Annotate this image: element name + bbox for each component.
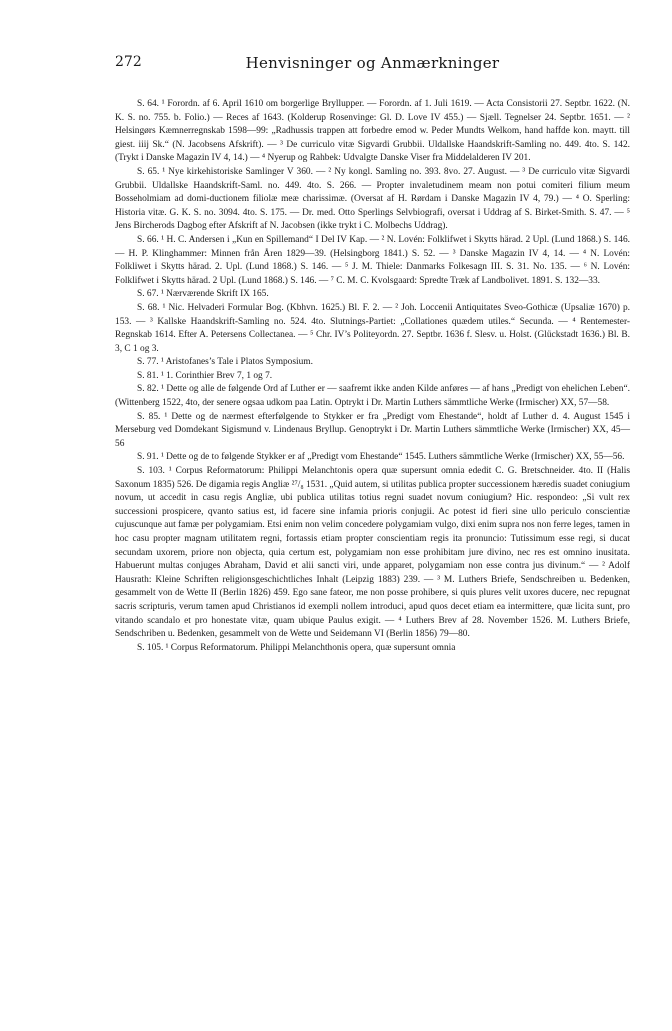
note-s67: S. 67. ¹ Nærværende Skrift IX 165.	[137, 289, 269, 300]
page-number: 272	[115, 54, 142, 70]
note-s103: S. 103. ¹ Corpus Reformatorum: Philippi Melanchtonis opera quæ supersunt omnia ededit C. G. Bretschneider. 4to. II (Halis Saxonum 1835) 526. De digamia regis Angliæ ²⁷/₈ 1531. „Quid autem, si utilitas publica propter successionem hæredis suadet coniugium novum, ut accedit in casu regis Angliæ, ubi publica utilitas totius regni suadet novum coniugium? Hic. respondeo: „Si vult rex successioni prospicere, qvanto satius est, id facere sine infamia prioris conjugii. Ac potest id fieri sine ullo periculo conscientiæ cujuscunque aut famæ per polygamiam. Etsi enim non velim concedere polygamiam vulgo, dixi enim supra nos non ferre leges, tamen in hoc casu propter magnam utilitatem regni, fortassis etiam propter conscientiam regis ita pronuncio: Tutissimum esse regi, si ducat secundam uxorem, priore non objecta, quia certum est, polygamiam non esse prohibitam jure divino, nec res est omnino inusitata. Habuerunt multas conjuges Abraham, David et alii sancti viri, unde apparet, polygamiam non esse contra jus divinum.“ — ² Adolf Hausrath: Kleine Schriften religionsgeschichtliches Inhalt (Leipzig 1883) 239. — ³ M. Luthers Briefe, Sendschreiben u. Bedenken, gesammelt von de Wette II (Berlin 1826) 459. Ego sane fateor, me non posse prohibere, si quis plures velit uxores ducere, nec repugnat sacris scripturis, verum tamen apud Christianos id exempli nollem introduci, apud quos decet etiam ea intermittere, quæ licita sunt, pro vitando scandalo et pro honestate vitæ, quam ubique Paulus exigit. — ⁴ Luthers Brev af 28. November 1526. M. Luthers Briefe, Sendschriben u. Bedenken, gesammelt von de Wette und Seidemann VI (Berlin 1856) 79—80.	[115, 466, 630, 640]
note-s64: S. 64. ¹ Forordn. af 6. April 1610 om borgerlige Bryllupper. — Forordn. af 1. Juli 1619. — Acta Consistorii 27. Septbr. 1622. (N. K. S. no. 755. b. Folio.) — Reces af 1643. (Kolderup Rosenvinge: Gl. D. Love IV 455.) — Sjæll. Tegnelser 24. Septbr. 1651. — ² Helsingørs Kæmnerregnskab 1598—99: „Radhussis trappen att forbedre emod w. Peder Mundts Welkom, hand haffde kon. maytt. till giest. iiij Sk.“ (N. Jacobsens Afskrift). — ³ De curriculo vitæ Sigvardi Grubbii. Uldallske Haandskrift-Samling no. 449. 4to. S. 142. (Trykt i Danske Magazin IV 4, 14.) — ⁴ Nyerup og Rahbek: Udvalgte Danske Viser fra Middelalderen IV 201.	[115, 99, 630, 164]
note-s66: S. 66. ¹ H. C. Andersen i „Kun en Spillemand“ I Del IV Kap. — ² N. Lovén: Folklifwet i Skytts härad. 2 Upl. (Lund 1868.) S. 146. — H. P. Klinghammer: Minnen från Åren 1829—39. (Helsingborg 1841.) S. 52. — ³ Danske Magazin IV 4, 14. — ⁴ N. Lovén: Folkliwet i Skytts härad. 2. Upl. (Lund 1868.) S. 146. — ⁵ J. M. Thiele: Danmarks Folkesagn III. S. 31. No. 135. — ⁶ N. Lovén: Folklifwet i Skytts härad. 2 Upl. (Lund 1868.) S. 146. — ⁷ C. M. C. Kvolsgaard: Spredte Træk af Landbolivet. 1891. S. 132—33.	[115, 234, 630, 286]
note-s82: S. 82. ¹ Dette og alle de følgende Ord af Luther er — saafremt ikke anden Kilde anføres — af hans „Predigt von ehelichen Leben“. (Wittenberg 1522, 4to, der senere ogsaa udkom paa Latin. Optrykt i Dr. Martin Luthers sämmtliche Werke (Irmischer) XX, 57—58.	[115, 384, 630, 409]
note-s85: S. 85. ¹ Dette og de nærmest efterfølgende to Stykker er fra „Predigt vom Ehestande“, holdt af Luther d. 4. August 1545 i Merseburg ved Domdekant Sigismund v. Lindenaus Bryllup. Genoptrykt i Dr. Martin Luthers sämmtliche Werke (Irmischer) XX, 45—56	[115, 411, 630, 449]
note-s68: S. 68. ¹ Nic. Helvaderi Formular Bog. (Kbhvn. 1625.) Bl. F. 2. — ² Joh. Loccenii Antiquitates Sveo-Gothicæ (Upsaliæ 1670) p. 153. — ³ Kallske Haandskrift-Samling no. 524. 4to. Slutnings-Partiet: „Collationes quædem utiles.“ Secunda. — ⁴ Rentemester-Regnskab 1614. Efter A. Petersens Collectanea. — ⁵ Chr. IV’s Politeyordn. 27. Septbr. 1636 f. Slesv. u. Holst. (Glückstadt 1636.) Bl. B. 3, C 1 og 3.	[115, 302, 630, 354]
note-s65: S. 65. ¹ Nye kirkehistoriske Samlinger V 360. — ² Ny kongl. Samling no. 393. 8vo. 27. August. — ³ De curriculo vitæ Sigvardi Grubbii. Uldallske Haandskrift-Saml. no. 449. 4to. S. 266. — Propter invaletudinem meam non potui comiteri filium meum Bosseholmiam ad domi-ductionem filiolæ meæ charissimæ. (Oversat af H. Rørdam i Danske Magazin IV 4, 79.) — ⁴ O. Sperling: Historia vitæ. G. K. S. no. 3094. 4to. S. 175. — Dr. med. Otto Sperlings Selvbiografi, oversat i Uddrag af S. Birket-Smith. S. 47. — ⁵ Jens Bircherods Dagbog efter Afskrift af N. Jacobsen (ikke trykt i C. Molbechs Uddrag).	[115, 166, 630, 232]
note-s105: S. 105. ¹ Corpus Reformatorum. Philippi Melanchthonis opera, quæ supersunt omnia	[137, 642, 456, 653]
page-header	[115, 54, 630, 76]
note-s77: S. 77. ¹ Aristofanes’s Tale i Platos Symposium.	[137, 357, 313, 368]
running-head: Henvisninger og Anmærkninger	[245, 54, 500, 72]
notes-section	[115, 98, 630, 655]
note-s91: S. 91. ¹ Dette og de to følgende Stykker er af „Predigt vom Ehestande“ 1545. Luthers sämmtliche Werke (Irmischer) XX, 55—56.	[137, 452, 625, 463]
note-s81: S. 81. ¹ 1. Corinthier Brev 7, 1 og 7.	[137, 370, 273, 381]
